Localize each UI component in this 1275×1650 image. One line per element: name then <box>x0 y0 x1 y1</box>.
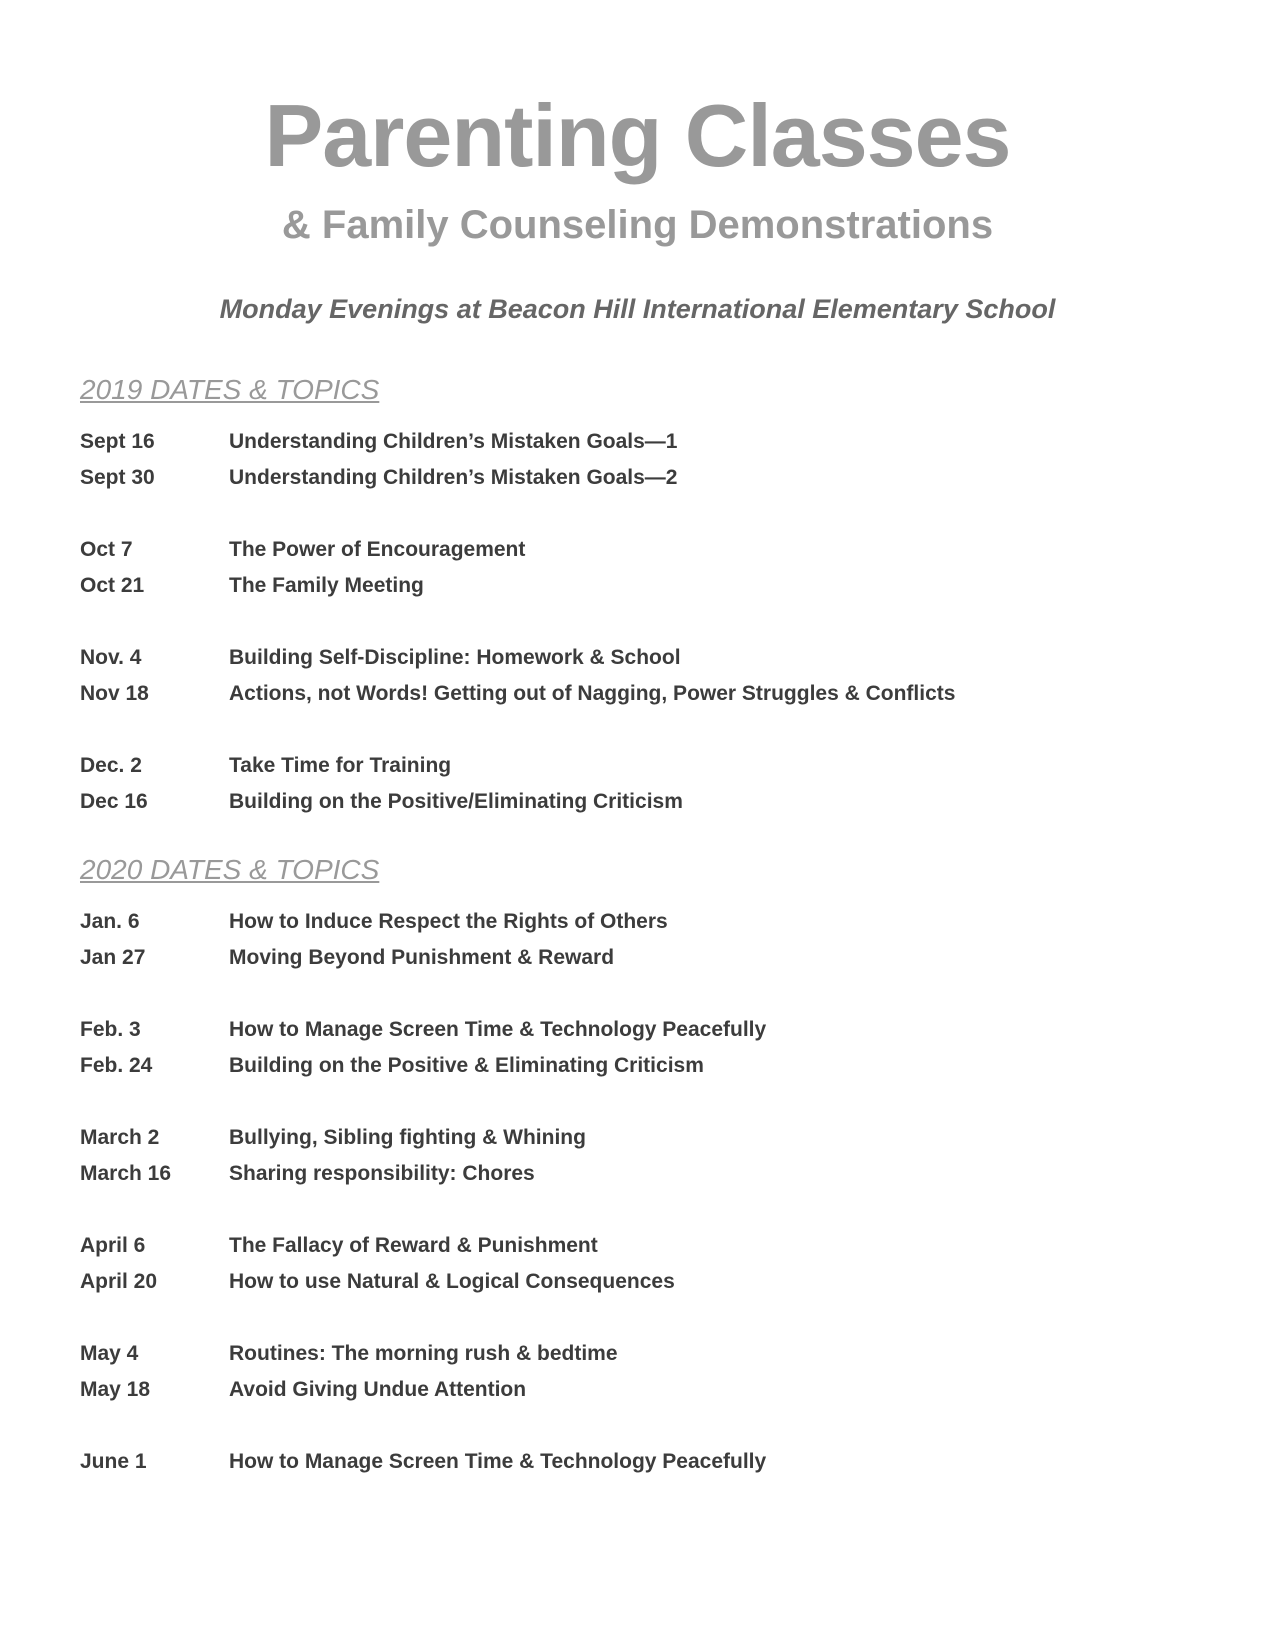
session-topic: Take Time for Training <box>229 754 452 777</box>
schedule-group <box>80 910 1200 982</box>
schedule-row <box>80 754 1200 790</box>
page-tagline: Monday Evenings at Beacon Hill International Elementary School <box>219 294 1056 324</box>
session-date: April 6 <box>80 1234 146 1257</box>
schedule-row <box>80 1270 1200 1306</box>
session-topic: Actions, not Words! Getting out of Nagging, Power Struggles & Conflicts <box>229 682 956 705</box>
session-date: May 18 <box>80 1378 151 1401</box>
session-date: Oct 21 <box>80 574 145 597</box>
session-date: Sept 16 <box>80 430 155 453</box>
session-topic: Avoid Giving Undue Attention <box>229 1378 527 1401</box>
schedule-row <box>80 646 1200 682</box>
schedule-group <box>80 1450 1200 1486</box>
session-topic: Routines: The morning rush & bedtime <box>229 1342 618 1365</box>
session-date: Nov 18 <box>80 682 149 705</box>
schedule-row <box>80 910 1200 946</box>
schedule-row <box>80 538 1200 574</box>
schedule-group <box>80 1342 1200 1414</box>
schedule-group <box>80 1126 1200 1198</box>
schedule-row <box>80 1018 1200 1054</box>
session-topic: The Family Meeting <box>229 574 424 597</box>
session-date: Oct 7 <box>80 538 133 561</box>
schedule-group <box>80 646 1200 718</box>
session-topic: Building Self-Discipline: Homework & School <box>229 646 681 669</box>
session-topic: Moving Beyond Punishment & Reward <box>229 946 615 969</box>
schedule-row <box>80 790 1200 826</box>
schedule-group <box>80 1234 1200 1306</box>
session-topic: The Fallacy of Reward & Punishment <box>229 1234 598 1257</box>
schedule-group <box>80 430 1200 502</box>
schedule-row <box>80 1378 1200 1414</box>
schedule-row <box>80 1342 1200 1378</box>
session-topic: Understanding Children’s Mistaken Goals—1 <box>229 430 678 453</box>
session-date: April 20 <box>80 1270 158 1293</box>
session-date: Jan 27 <box>80 946 146 969</box>
session-date: Sept 30 <box>80 466 155 489</box>
schedule-row <box>80 574 1200 610</box>
section-2020 <box>80 856 1200 1522</box>
schedule-group <box>80 1018 1200 1090</box>
schedule-row <box>80 466 1200 502</box>
session-date: Feb. 24 <box>80 1054 153 1077</box>
page-title: Parenting Classes <box>264 86 1011 185</box>
session-topic: Building on the Positive/Eliminating Criticism <box>229 790 683 813</box>
schedule-row <box>80 1054 1200 1090</box>
schedule-group <box>80 754 1200 826</box>
session-date: Dec 16 <box>80 790 148 813</box>
session-date: Dec. 2 <box>80 754 142 777</box>
page-subtitle: & Family Counseling Demonstrations <box>281 203 994 247</box>
session-topic: Understanding Children’s Mistaken Goals—2 <box>229 466 678 489</box>
session-date: Nov. 4 <box>80 646 142 669</box>
session-date: March 2 <box>80 1126 160 1149</box>
session-topic: Bullying, Sibling fighting & Whining <box>229 1126 586 1149</box>
section-heading: 2019 DATES & TOPICS <box>80 374 380 405</box>
schedule-row <box>80 1126 1200 1162</box>
session-date: Feb. 3 <box>80 1018 141 1041</box>
schedule-row <box>80 946 1200 982</box>
schedule-row <box>80 1450 1200 1486</box>
section-heading: 2020 DATES & TOPICS <box>80 854 380 885</box>
session-date: Jan. 6 <box>80 910 140 933</box>
session-topic: Building on the Positive & Eliminating Criticism <box>229 1054 704 1077</box>
section-2019 <box>80 376 1200 862</box>
session-date: March 16 <box>80 1162 172 1185</box>
session-topic: How to Induce Respect the Rights of Others <box>229 910 668 933</box>
session-topic: How to use Natural & Logical Consequences <box>229 1270 675 1293</box>
schedule-row <box>80 430 1200 466</box>
session-topic: How to Manage Screen Time & Technology Peacefully <box>229 1450 767 1473</box>
schedule-row <box>80 1162 1200 1198</box>
session-topic: Sharing responsibility: Chores <box>229 1162 535 1185</box>
schedule-group <box>80 538 1200 610</box>
schedule-row <box>80 1234 1200 1270</box>
session-date: May 4 <box>80 1342 139 1365</box>
session-topic: The Power of Encouragement <box>229 538 526 561</box>
session-date: June 1 <box>80 1450 147 1473</box>
schedule-row <box>80 682 1200 718</box>
session-topic: How to Manage Screen Time & Technology Peacefully <box>229 1018 767 1041</box>
